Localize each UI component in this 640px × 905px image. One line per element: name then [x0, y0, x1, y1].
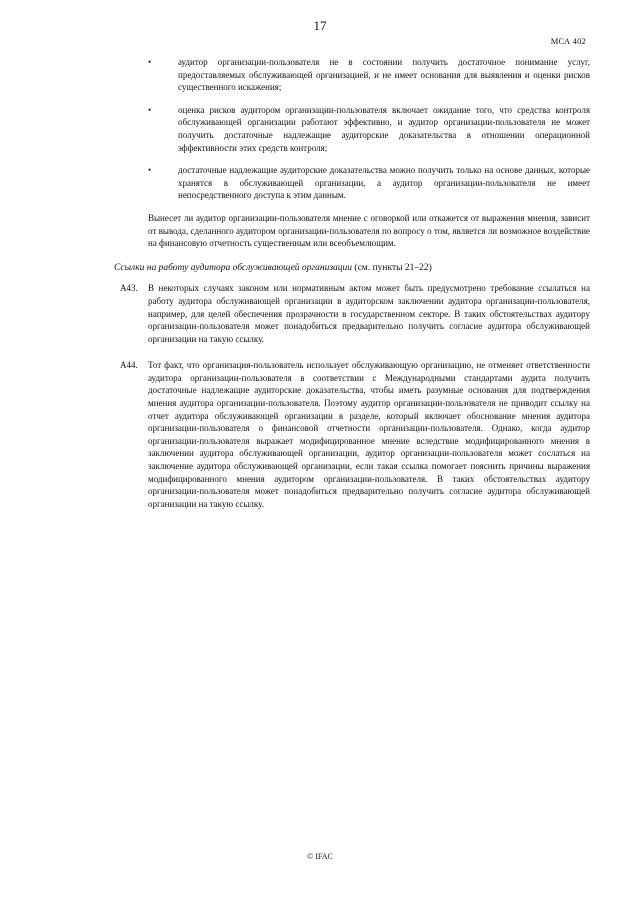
bullet-icon: •: [148, 104, 152, 115]
bullet-text: оценка рисков аудитором организации-пользователя включает ожидание того, что средства контроля обслуживающей организации работают эффективно, и аудитор организации-пользователя не может получить достаточные надлежащие аудиторские доказательства в отношении операционной эффективности этих средств контроля;: [178, 104, 590, 153]
paragraph-number: А44.: [120, 360, 138, 371]
conclusion-paragraph: Вынесет ли аудитор организации-пользователя мнение с оговоркой или откажется от выражения мнения, зависит от вывода, сделанного аудитором организации-пользователя по вопросу о том, является ли возможное воздействие на финансовую отчетность существенным или всеобъемлющим.: [148, 212, 590, 249]
numbered-paragraph: [118, 282, 590, 345]
bullet-text: аудитор организации-пользователя не в состоянии получить достаточное понимание услуг, предоставляемых обслуживающей организацией, и не имеет основания для выявления и оценки рисков существенного искажения;: [178, 57, 590, 93]
bullet-list: [118, 56, 590, 202]
bullet-icon: •: [148, 165, 152, 176]
section-heading-title: Ссылки на работу аудитора обслуживающей организации: [114, 262, 353, 273]
copyright-footer: © IFAC: [307, 852, 333, 861]
bullet-item: [118, 164, 590, 202]
paragraph-text: В некоторых случаях законом или нормативным актом может быть предусмотрено требование ссылаться на работу аудитора обслуживающей организации в аудиторском заключении аудитора организации-пользователя, например, для целей обеспечения прозрачности в государственном секторе. В таких обстоятельствах аудитору организации-пользователя может понадобиться предварительно получить согласие аудитора обслуживающей организации на такую ссылку.: [148, 283, 590, 344]
bullet-icon: •: [148, 57, 152, 67]
standard-code: МСА 402: [550, 36, 586, 46]
paragraph-text: Тот факт, что организация-пользователь использует обслуживающую организацию, не отменяет ответственности аудитора организации-пользователя в соответствии с Международными стандартами аудита получить достаточные надлежащие аудиторские доказательства, чтобы иметь разумные основания для подтверждения мнения аудитора организации-пользователя. Поэтому аудитор организации-пользователя не приводит ссылку на отчет аудитора обслуживающей организации в разделе, который включает обоснование мнения аудитора организации-пользователя о финансовой отчетности организации-пользователя. Однако, когда аудитор организации-пользователя выражает модифицированное мнение вследствие модифицированного мнения в заключении аудитора обслуживающей организации, аудитор организации-пользователя может сослаться на заключение аудитора обслуживающей организации, если такая ссылка помогает пояснить причины выражения модифицированного мнения аудитором организации-пользователя. В таких обстоятельствах аудитору организации-пользователя может понадобиться предварительно получить согласие аудитора обслуживающей организации на такую ссылку.: [148, 360, 590, 509]
numbered-paragraph: [118, 359, 590, 510]
page-content: [114, 56, 590, 524]
bullet-item: [118, 104, 590, 154]
paragraph-number: А43.: [120, 283, 138, 294]
bullet-item: [118, 56, 590, 94]
bullet-text: достаточные надлежащие аудиторские доказательства можно получить только на основе данных, которые хранятся в обслуживающей организации, а аудитор организации-пользователя не имеет непосредственного доступа к этим данным.: [178, 165, 590, 201]
page-number: 17: [313, 18, 327, 33]
section-heading-reference: (см. пункты 21–22): [352, 262, 432, 273]
section-heading: [114, 262, 590, 275]
